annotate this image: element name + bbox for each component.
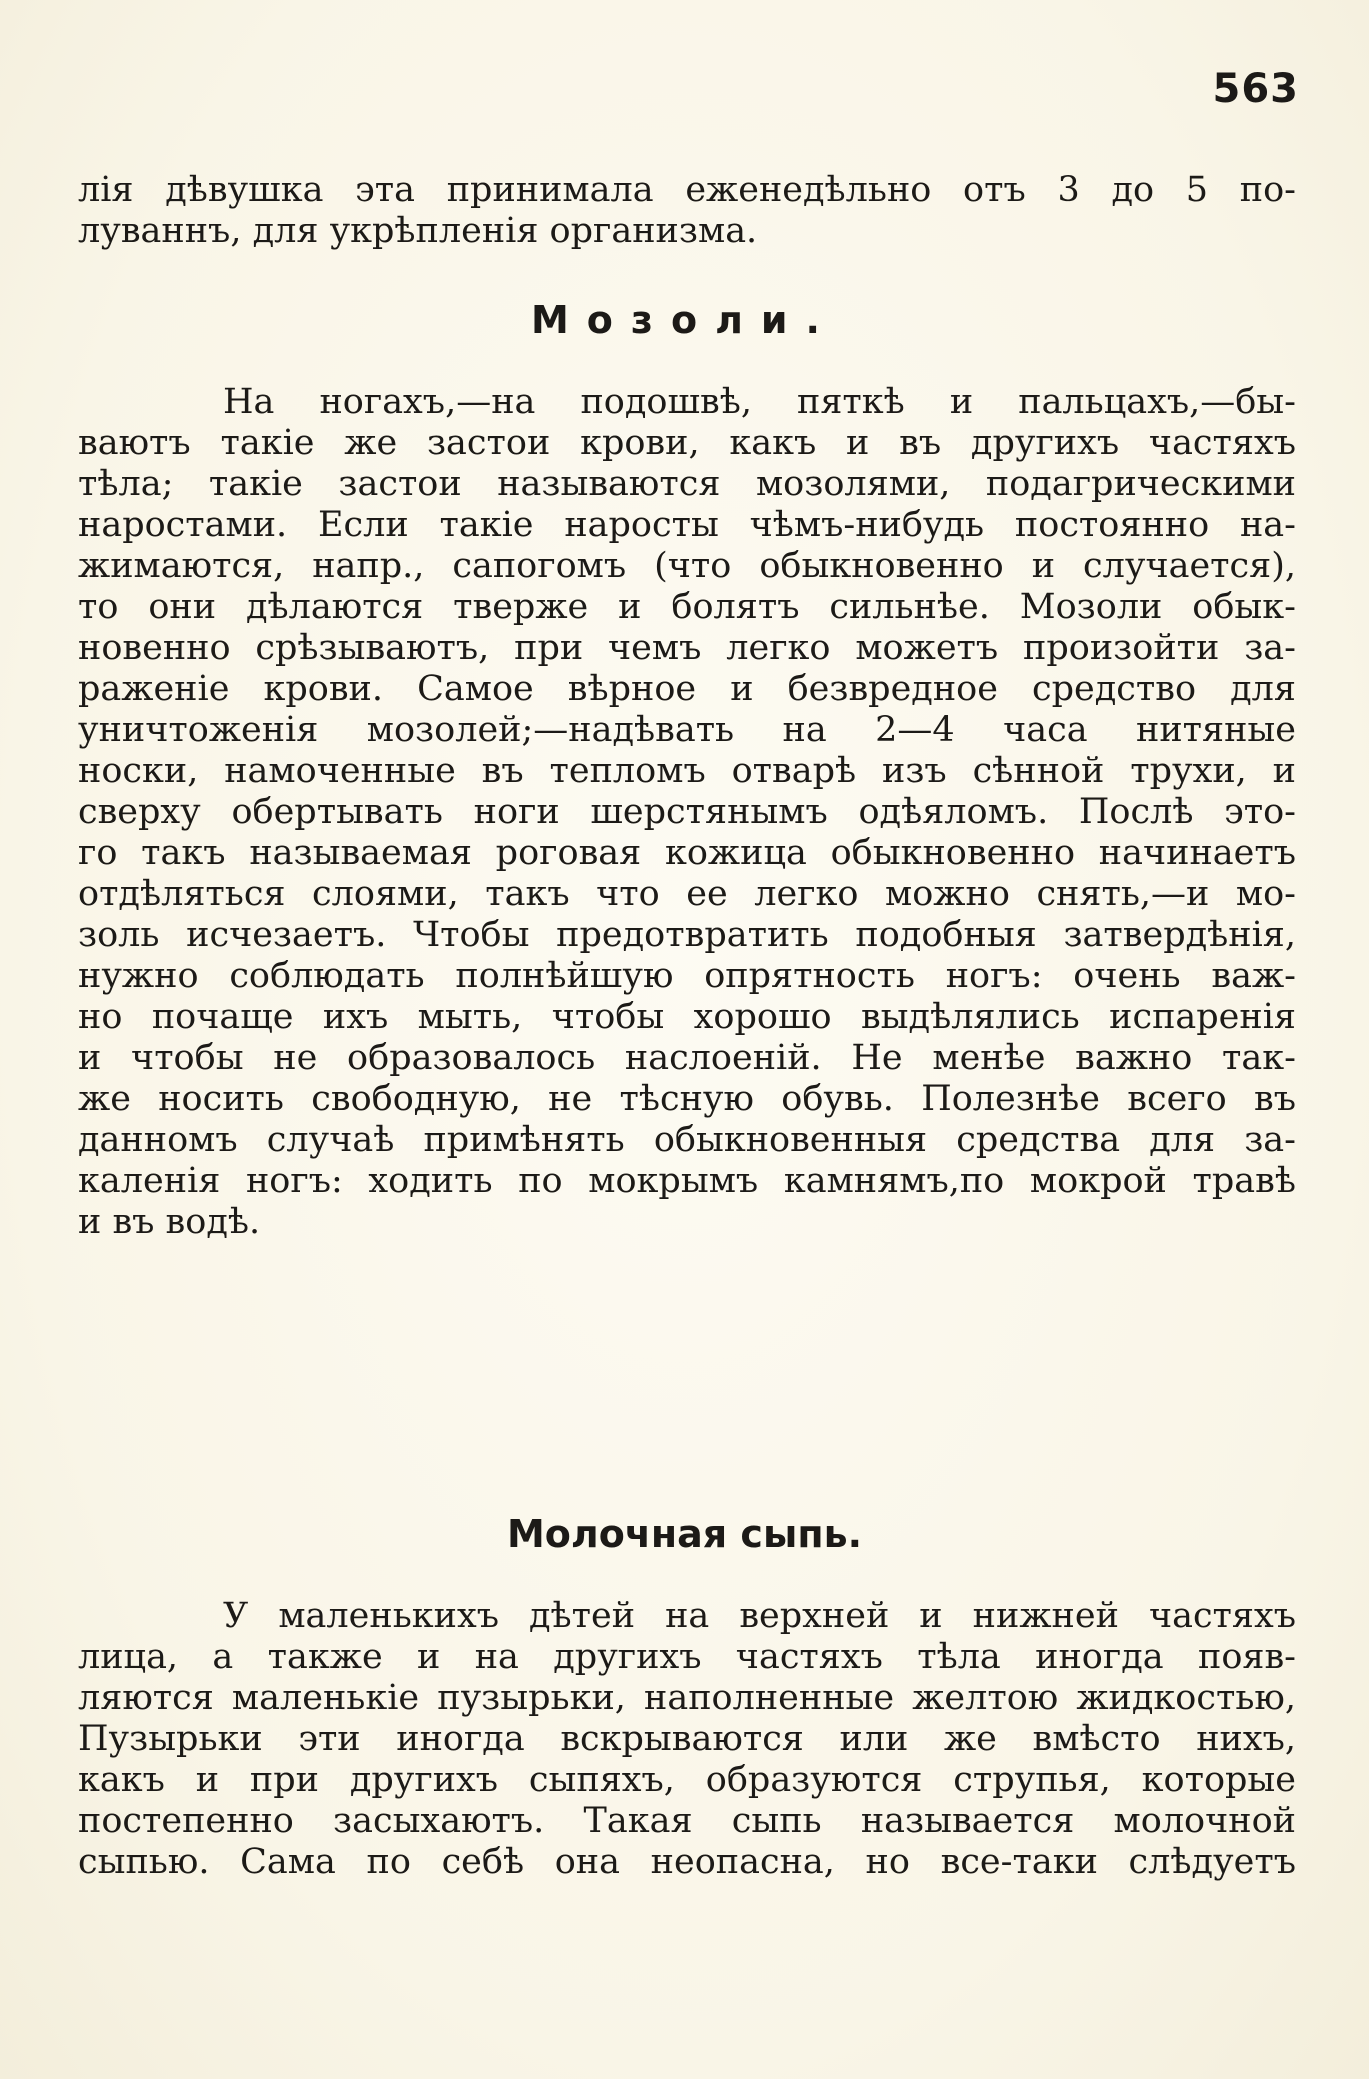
text-line: сверху обертывать ноги шерстянымъ одѣяломъ. Послѣ это- (78, 792, 1296, 832)
paragraph-mozoli (78, 382, 1296, 1243)
text-line: На ногахъ,—на подошвѣ, пяткѣ и пальцахъ,—бы- (223, 382, 1296, 422)
text-line: новенно срѣзываютъ, при чемъ легко можетъ произойти за- (78, 628, 1296, 668)
text-line: тѣла; такіе застои называются мозолями, подагрическими (78, 464, 1296, 504)
intro-paragraph (78, 170, 1296, 252)
paragraph-molochnaya-syp (78, 1596, 1296, 1883)
text-line: лія дѣвушка эта принимала еженедѣльно отъ 3 до 5 по- (78, 170, 1296, 210)
text-line: и въ водѣ. (78, 1202, 261, 1242)
text-line: раженіе крови. Самое вѣрное и безвредное средство для (78, 669, 1296, 709)
text-line: золь исчезаетъ. Чтобы предотвратить подобныя затвердѣнія, (78, 915, 1296, 955)
text-line: ваютъ такіе же застои крови, какъ и въ другихъ частяхъ (78, 423, 1296, 463)
section-heading-mozoli: Мозоли. (530, 298, 838, 342)
text-line: наростами. Если такіе наросты чѣмъ-нибудь постоянно на- (78, 505, 1296, 545)
page-number: 563 (1212, 66, 1299, 112)
text-line: Пузырьки эти иногда вскрываются или же вмѣсто нихъ, (78, 1719, 1296, 1759)
text-line: каленія ногъ: ходить по мокрымъ камнямъ,по мокрой травѣ (78, 1161, 1296, 1201)
text-line: уничтоженія мозолей;—надѣвать на 2—4 часа нитяные (78, 710, 1296, 750)
text-line: луваннъ, для укрѣпленія организма. (78, 211, 758, 251)
text-line: сыпью. Сама по себѣ она неопасна, но все-таки слѣдуетъ (78, 1842, 1296, 1882)
text-line: но почаще ихъ мыть, чтобы хорошо выдѣлялись испаренія (78, 997, 1296, 1037)
text-line: ляются маленькіе пузырьки, наполненные желтою жидкостью, (78, 1678, 1296, 1718)
text-line: лица, а также и на другихъ частяхъ тѣла иногда появ- (78, 1637, 1296, 1677)
text-line: жимаются, напр., сапогомъ (что обыкновенно и случается), (78, 546, 1296, 586)
text-line: го такъ называемая роговая кожица обыкновенно начинаетъ (78, 833, 1296, 873)
text-line: У маленькихъ дѣтей на верхней и нижней частяхъ (223, 1596, 1296, 1636)
text-line: нужно соблюдать полнѣйшую опрятность ногъ: очень важ- (78, 956, 1296, 996)
text-line: и чтобы не образовалось наслоеній. Не менѣе важно так- (78, 1038, 1296, 1078)
text-line: какъ и при другихъ сыпяхъ, образуются струпья, которые (78, 1760, 1296, 1800)
text-line: данномъ случаѣ примѣнять обыкновенныя средства для за- (78, 1120, 1296, 1160)
text-line: то они дѣлаются тверже и болятъ сильнѣе. Мозоли обык- (78, 587, 1296, 627)
section-heading-molochnaya-syp: Молочная сыпь. (506, 1512, 863, 1556)
text-line: же носить свободную, не тѣсную обувь. Полезнѣе всего въ (78, 1079, 1296, 1119)
text-line: отдѣляться слоями, такъ что ее легко можно снять,—и мо- (78, 874, 1296, 914)
text-line: постепенно засыхаютъ. Такая сыпь называется молочной (78, 1801, 1296, 1841)
text-line: носки, намоченные въ тепломъ отварѣ изъ сѣнной трухи, и (78, 751, 1296, 791)
